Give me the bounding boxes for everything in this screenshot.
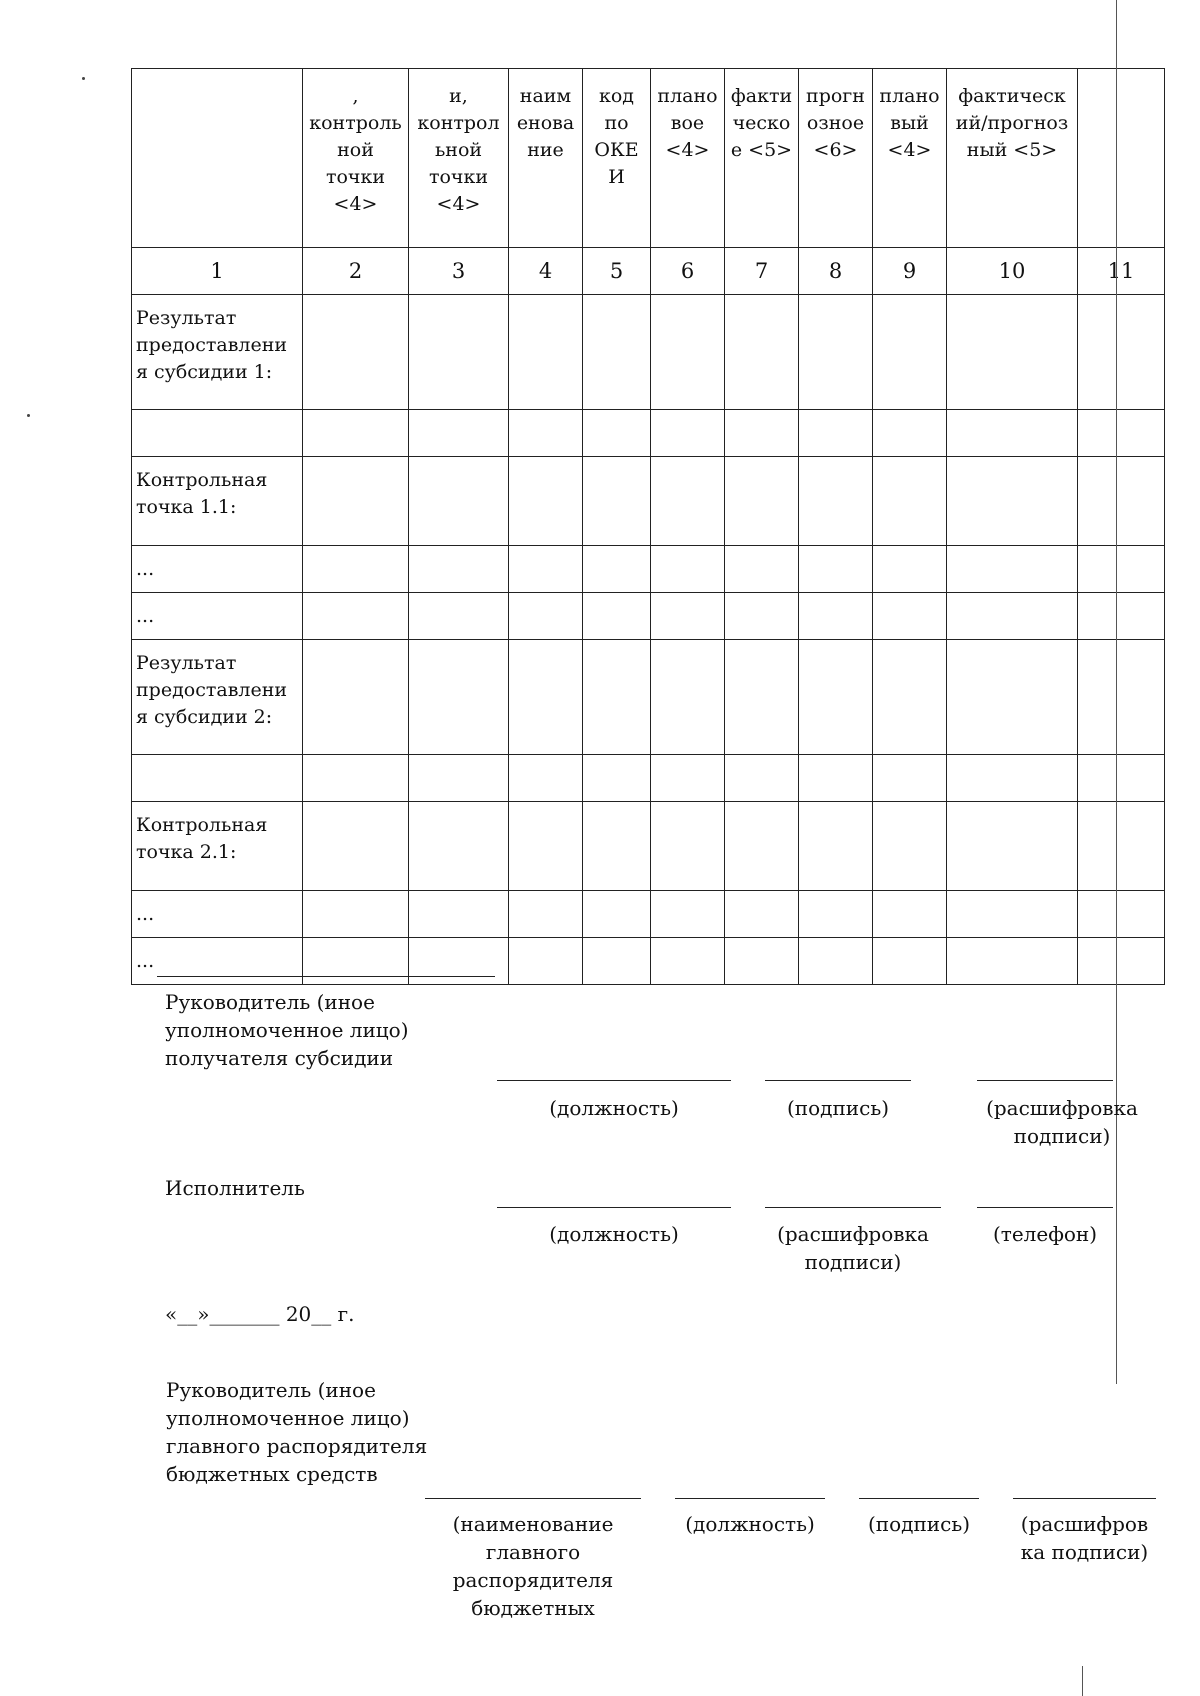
executor-phone-caption: (телефон) bbox=[992, 1222, 1098, 1246]
table-cell bbox=[1078, 457, 1165, 546]
table-cell bbox=[799, 546, 873, 593]
column-number: 9 bbox=[873, 248, 947, 295]
table-cell bbox=[509, 593, 583, 640]
column-header: код по ОКЕ И bbox=[583, 69, 651, 248]
table-cell bbox=[873, 457, 947, 546]
table-cell bbox=[651, 891, 725, 938]
table-row bbox=[132, 295, 1165, 410]
table-cell bbox=[303, 410, 409, 457]
table-row bbox=[132, 640, 1165, 755]
table-cell bbox=[409, 457, 509, 546]
column-number: 6 bbox=[651, 248, 725, 295]
executor-position-caption: (должность) bbox=[549, 1222, 679, 1246]
table-cell bbox=[409, 546, 509, 593]
executor-position-line bbox=[497, 1207, 731, 1208]
main-manager-head-label: Руководитель (иное уполномоченное лицо) главного распорядителя бюджетных средств bbox=[166, 1378, 428, 1486]
table-cell bbox=[409, 410, 509, 457]
table-cell bbox=[651, 457, 725, 546]
table-cell bbox=[303, 755, 409, 802]
table-cell bbox=[651, 295, 725, 410]
table-cell bbox=[509, 457, 583, 546]
column-number: 7 bbox=[725, 248, 799, 295]
table-cell bbox=[725, 802, 799, 891]
recipient-decoding-line bbox=[977, 1080, 1113, 1081]
table-cell bbox=[725, 755, 799, 802]
table-cell bbox=[799, 802, 873, 891]
table-cell bbox=[303, 802, 409, 891]
row-label bbox=[132, 410, 303, 457]
table-cell bbox=[509, 640, 583, 755]
table-cell bbox=[651, 640, 725, 755]
table-cell bbox=[873, 640, 947, 755]
row-label: Результат предоставлени я субсидии 1: bbox=[132, 295, 303, 410]
row-label: ... bbox=[132, 593, 303, 640]
table-cell bbox=[799, 938, 873, 985]
table-cell bbox=[799, 755, 873, 802]
table-header-row bbox=[132, 69, 1165, 248]
table-cell bbox=[947, 640, 1078, 755]
table-cell bbox=[873, 546, 947, 593]
scan-edge-mark bbox=[1082, 1666, 1083, 1696]
executor-decoding-line bbox=[765, 1207, 941, 1208]
table-cell bbox=[651, 802, 725, 891]
table-cell bbox=[583, 457, 651, 546]
date-line: «__»_______ 20__ г. bbox=[165, 1302, 355, 1326]
table-row bbox=[132, 593, 1165, 640]
section-separator bbox=[157, 976, 495, 977]
table-cell bbox=[409, 593, 509, 640]
table-cell bbox=[947, 593, 1078, 640]
table-cell bbox=[509, 938, 583, 985]
row-label: Контрольная точка 1.1: bbox=[132, 457, 303, 546]
row-label: ... bbox=[132, 938, 303, 985]
table-cell bbox=[409, 891, 509, 938]
column-header bbox=[132, 69, 303, 248]
table-cell bbox=[409, 295, 509, 410]
recipient-position-caption: (должность) bbox=[549, 1096, 679, 1120]
column-number-row bbox=[132, 248, 1165, 295]
table-cell bbox=[583, 802, 651, 891]
main-manager-position-line bbox=[675, 1498, 825, 1499]
column-header: плано вый <4> bbox=[873, 69, 947, 248]
table-cell bbox=[1078, 755, 1165, 802]
main-manager-name-line bbox=[425, 1498, 641, 1499]
table-cell bbox=[873, 938, 947, 985]
table-cell bbox=[947, 410, 1078, 457]
table-cell bbox=[303, 938, 409, 985]
executor-label: Исполнитель bbox=[165, 1176, 305, 1200]
table-cell bbox=[725, 546, 799, 593]
table-cell bbox=[1078, 593, 1165, 640]
table-cell bbox=[947, 755, 1078, 802]
table-cell bbox=[725, 410, 799, 457]
table-cell bbox=[1078, 546, 1165, 593]
scan-speck bbox=[82, 77, 85, 80]
table-cell bbox=[1078, 410, 1165, 457]
row-label: ... bbox=[132, 891, 303, 938]
main-manager-signature-caption: (подпись) bbox=[867, 1512, 971, 1536]
table-cell bbox=[583, 891, 651, 938]
table-cell bbox=[583, 410, 651, 457]
table-row bbox=[132, 755, 1165, 802]
table-cell bbox=[1078, 802, 1165, 891]
table-cell bbox=[947, 457, 1078, 546]
table-cell bbox=[873, 410, 947, 457]
table-cell bbox=[583, 593, 651, 640]
results-table bbox=[131, 68, 1165, 985]
table-cell bbox=[873, 755, 947, 802]
column-number: 1 bbox=[132, 248, 303, 295]
table-cell bbox=[651, 410, 725, 457]
table-cell bbox=[303, 295, 409, 410]
recipient-head-label: Руководитель (иное уполномоченное лицо) получателя субсидии bbox=[165, 990, 409, 1070]
table-cell bbox=[725, 640, 799, 755]
table-cell bbox=[725, 938, 799, 985]
executor-decoding-caption: (расшифровка подписи) bbox=[777, 1222, 929, 1274]
main-manager-position-caption: (должность) bbox=[685, 1512, 815, 1536]
scan-speck bbox=[27, 414, 30, 417]
table-cell bbox=[947, 802, 1078, 891]
table-cell bbox=[725, 295, 799, 410]
table-cell bbox=[303, 593, 409, 640]
table-row bbox=[132, 410, 1165, 457]
recipient-position-line bbox=[497, 1080, 731, 1081]
table-cell bbox=[509, 755, 583, 802]
row-label: ... bbox=[132, 546, 303, 593]
table-cell bbox=[583, 640, 651, 755]
column-number: 5 bbox=[583, 248, 651, 295]
table-cell bbox=[947, 295, 1078, 410]
table-cell bbox=[303, 640, 409, 755]
table-cell bbox=[509, 802, 583, 891]
table-cell bbox=[725, 457, 799, 546]
scan-fold-line bbox=[1116, 0, 1117, 1384]
table-cell bbox=[303, 457, 409, 546]
column-header: , контроль ной точки <4> bbox=[303, 69, 409, 248]
column-header: плано вое <4> bbox=[651, 69, 725, 248]
table-cell bbox=[799, 410, 873, 457]
row-label: Контрольная точка 2.1: bbox=[132, 802, 303, 891]
main-manager-decoding-caption: (расшифров ка подписи) bbox=[1020, 1512, 1149, 1564]
table-cell bbox=[509, 546, 583, 593]
table-cell bbox=[409, 755, 509, 802]
table-row bbox=[132, 802, 1165, 891]
main-manager-name-caption: (наименование главного распорядителя бюджетных bbox=[452, 1512, 614, 1620]
table-cell bbox=[583, 546, 651, 593]
table-cell bbox=[651, 755, 725, 802]
table-cell bbox=[873, 295, 947, 410]
table-cell bbox=[303, 891, 409, 938]
table-cell bbox=[1078, 938, 1165, 985]
column-header: факти ческо е <5> bbox=[725, 69, 799, 248]
table-row bbox=[132, 891, 1165, 938]
table-cell bbox=[509, 295, 583, 410]
table-cell bbox=[583, 755, 651, 802]
column-header: прогн озное <6> bbox=[799, 69, 873, 248]
table-cell bbox=[583, 295, 651, 410]
table-cell bbox=[509, 891, 583, 938]
table-cell bbox=[1078, 295, 1165, 410]
table-cell bbox=[651, 546, 725, 593]
table-cell bbox=[409, 802, 509, 891]
recipient-decoding-caption: (расшифровка подписи) bbox=[986, 1096, 1138, 1148]
main-manager-decoding-line bbox=[1013, 1498, 1156, 1499]
column-number: 10 bbox=[947, 248, 1078, 295]
column-header: фактическ ий/прогноз ный <5> bbox=[947, 69, 1078, 248]
table-cell bbox=[799, 891, 873, 938]
executor-phone-line bbox=[977, 1207, 1113, 1208]
table-cell bbox=[725, 593, 799, 640]
column-number: 4 bbox=[509, 248, 583, 295]
table-cell bbox=[873, 802, 947, 891]
table-cell bbox=[1078, 640, 1165, 755]
table-cell bbox=[303, 546, 409, 593]
main-manager-signature-line bbox=[859, 1498, 979, 1499]
column-header: наим енова ние bbox=[509, 69, 583, 248]
table-cell bbox=[725, 891, 799, 938]
table-cell bbox=[651, 593, 725, 640]
table-row bbox=[132, 457, 1165, 546]
column-number: 3 bbox=[409, 248, 509, 295]
table-row bbox=[132, 546, 1165, 593]
column-number: 2 bbox=[303, 248, 409, 295]
table-cell bbox=[873, 593, 947, 640]
table-cell bbox=[583, 938, 651, 985]
table-cell bbox=[873, 891, 947, 938]
row-label: Результат предоставлени я субсидии 2: bbox=[132, 640, 303, 755]
table-cell bbox=[799, 457, 873, 546]
column-number: 8 bbox=[799, 248, 873, 295]
column-number: 11 bbox=[1078, 248, 1165, 295]
table-cell bbox=[947, 891, 1078, 938]
row-label bbox=[132, 755, 303, 802]
table-cell bbox=[651, 938, 725, 985]
table-cell bbox=[409, 938, 509, 985]
table-cell bbox=[1078, 891, 1165, 938]
recipient-signature-line bbox=[765, 1080, 911, 1081]
recipient-signature-caption: (подпись) bbox=[786, 1096, 890, 1120]
column-header bbox=[1078, 69, 1165, 248]
table-cell bbox=[947, 546, 1078, 593]
table-cell bbox=[947, 938, 1078, 985]
column-header: и, контрол ьной точки <4> bbox=[409, 69, 509, 248]
table-cell bbox=[799, 640, 873, 755]
table-cell bbox=[509, 410, 583, 457]
table-cell bbox=[799, 295, 873, 410]
table-cell bbox=[799, 593, 873, 640]
table-row bbox=[132, 938, 1165, 985]
table-cell bbox=[409, 640, 509, 755]
